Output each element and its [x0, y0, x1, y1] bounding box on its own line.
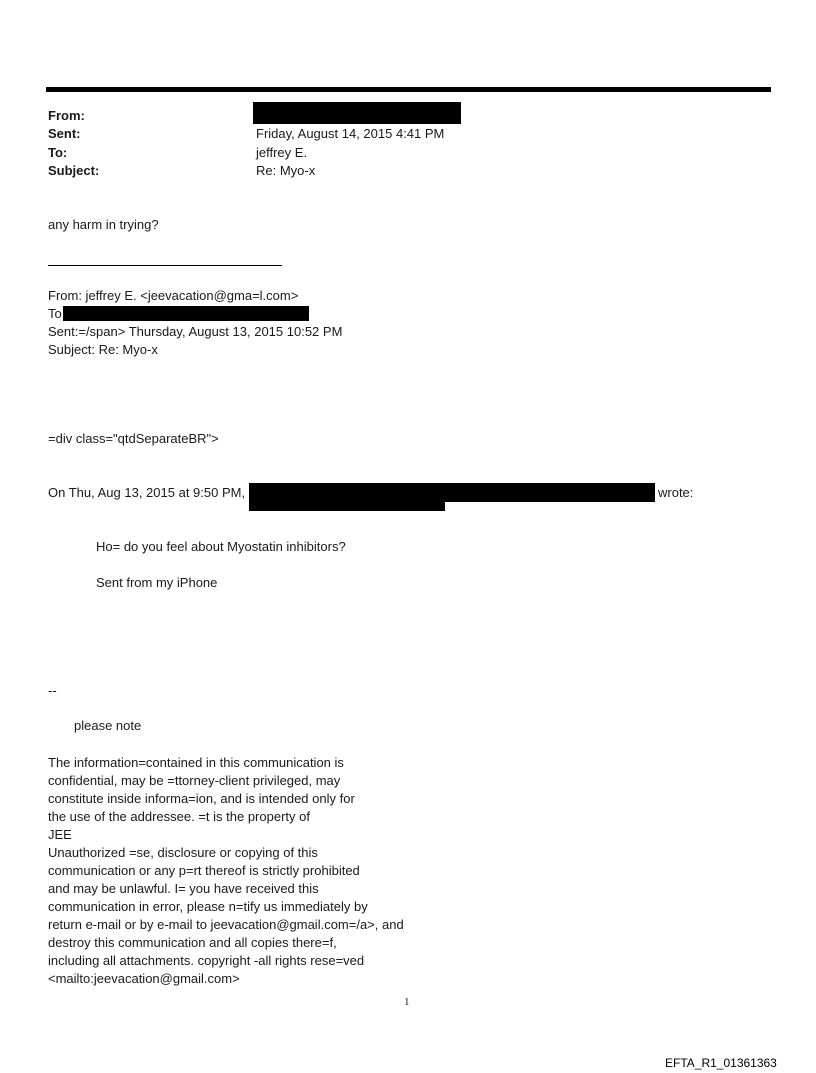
to-label: To:	[48, 145, 68, 160]
reply-text: any harm in trying?	[48, 217, 159, 232]
disclaimer-line: destroy this communication and all copies there=f,	[48, 935, 337, 950]
disclaimer-line: The information=contained in this communication is	[48, 755, 344, 770]
sent-label: Sent:	[48, 126, 81, 141]
disclaimer-line: including all attachments. copyright -all rights rese=ved	[48, 953, 365, 968]
quoted-subject: Subject: Re: Myo-x	[48, 342, 158, 357]
quoted-question: Ho= do you feel about Myostatin inhibitors?	[96, 539, 346, 554]
quoted-to-prefix: To	[48, 306, 62, 321]
to-value: jeffrey E.	[256, 145, 308, 160]
disclaimer-line: JEE	[48, 827, 72, 842]
quoted-from: From: jeffrey E. <jeevacation@gma=l.com>	[48, 288, 299, 303]
disclaimer-line: return e-mail or by e-mail to jeevacation@gmail.com=/a>, and	[48, 917, 404, 932]
disclaimer-line: communication in error, please n=tify us immediately by	[48, 899, 368, 914]
html-artifact: =div class="qtdSeparateBR">	[48, 431, 219, 446]
top-rule	[46, 87, 771, 92]
signature-dashes: --	[48, 683, 57, 698]
from-label: From:	[48, 108, 85, 123]
on-wrote-prefix: On Thu, Aug 13, 2015 at 9:50 PM,	[48, 485, 246, 500]
redaction-quoted-to	[63, 306, 309, 321]
disclaimer-line: confidential, may be =ttorney-client privileged, may	[48, 773, 341, 788]
subject-label: Subject:	[48, 163, 100, 178]
disclaimer-line: and may be unlawful. I= you have received this	[48, 881, 319, 896]
disclaimer-line: constitute inside informa=ion, and is intended only for	[48, 791, 355, 806]
subject-value: Re: Myo-x	[256, 163, 316, 178]
quoted-signature: Sent from my iPhone	[96, 575, 218, 590]
disclaimer-line: Unauthorized =se, disclosure or copying of this	[48, 845, 318, 860]
redaction-sender-b	[249, 500, 445, 511]
sent-value: Friday, August 14, 2015 4:41 PM	[256, 126, 445, 141]
disclaimer-line: communication or any p=rt thereof is strictly prohibited	[48, 863, 360, 878]
page-number: 1	[404, 996, 410, 1008]
quoted-sent: Sent:=/span> Thursday, August 13, 2015 10:52 PM	[48, 324, 343, 339]
redaction-from	[253, 102, 461, 124]
quote-separator	[48, 265, 282, 266]
disclaimer-line: the use of the addressee. =t is the property of	[48, 809, 310, 824]
disclaimer-line: <mailto:jeevacation@gmail.com>	[48, 971, 240, 986]
please-note: please note	[74, 718, 142, 733]
disclaimer	[48, 754, 404, 988]
on-wrote-suffix: wrote:	[658, 485, 694, 500]
bates-number: EFTA_R1_01361363	[665, 1056, 777, 1070]
